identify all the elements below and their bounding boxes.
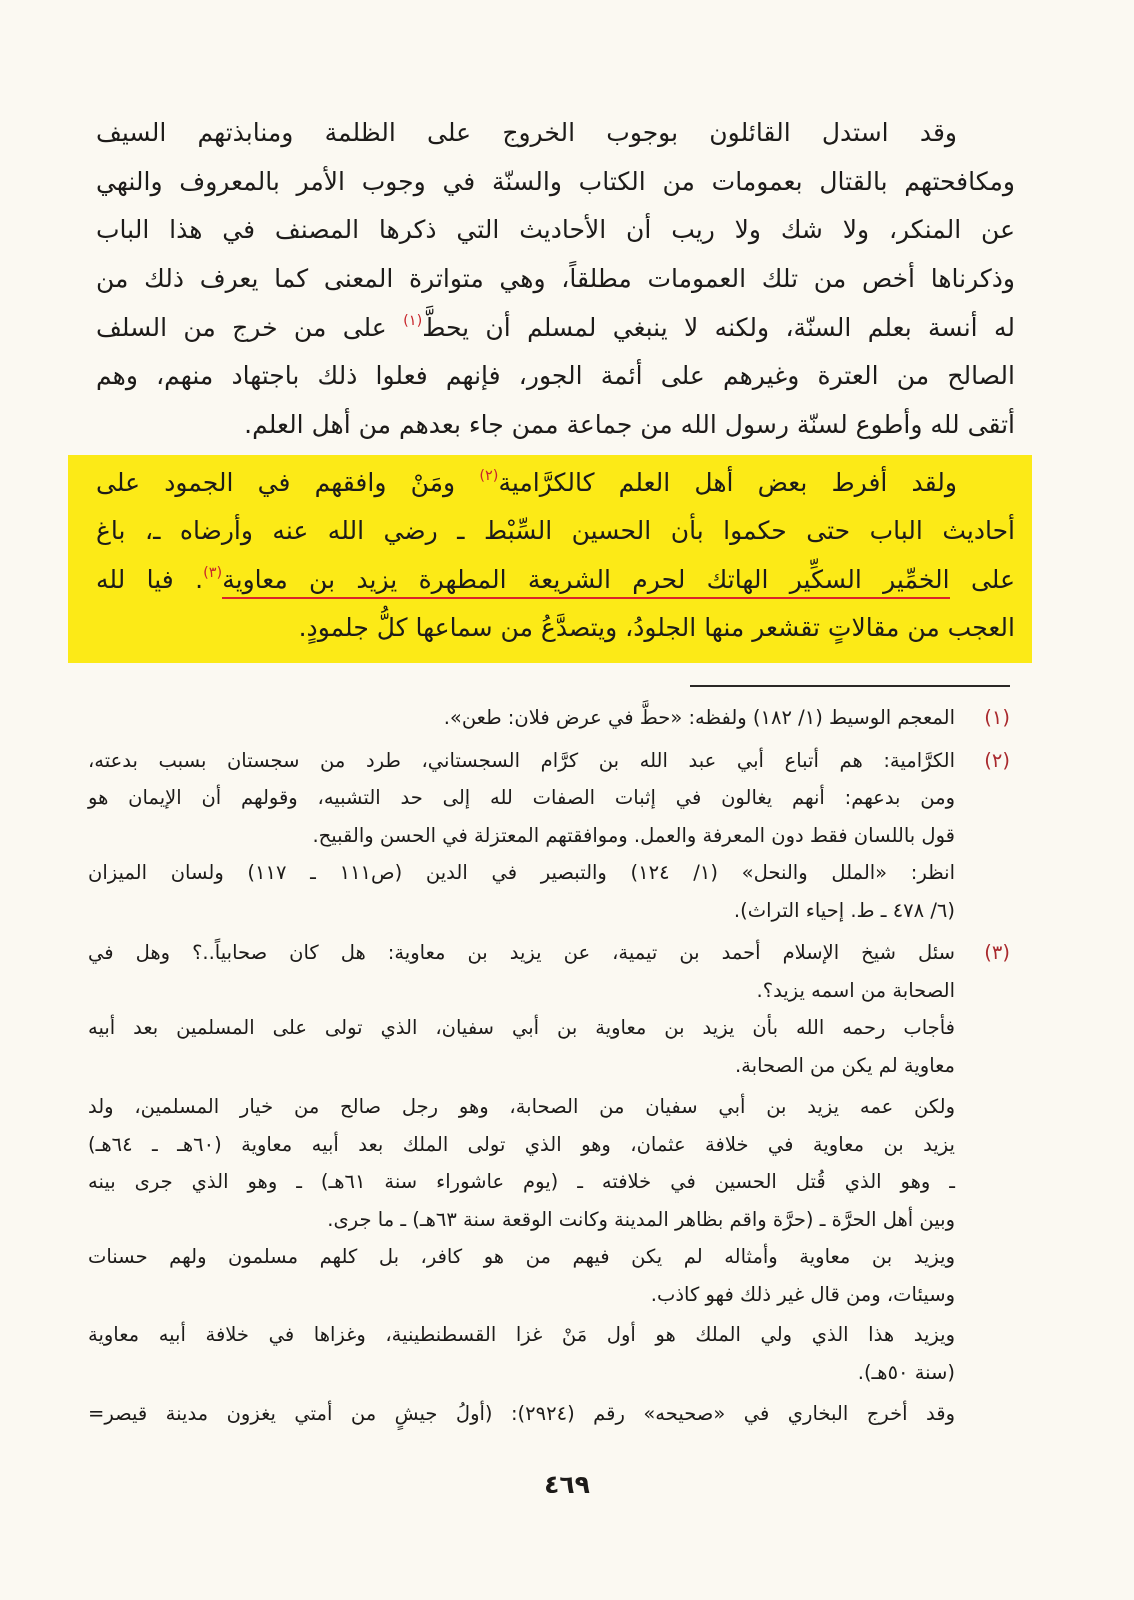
body-line: عن المنكر، ولا شك ولا ريب أن الأحاديث التي ذكرها المصنف في هذا الباب <box>96 215 1015 245</box>
footnote-number: (٢) <box>984 748 1010 772</box>
footnote-ref-2: (٢) <box>479 468 499 485</box>
body-text: على <box>949 564 1015 594</box>
body-line: أحاديث الباب حتى حكموا بأن الحسين السِّبْط ـ رضي الله عنه وأرضاه ـ، باغ <box>96 516 1015 546</box>
body-text: ومَنْ وافقهم في الجمود على <box>96 468 480 497</box>
footnote-paragraph <box>88 1395 955 1433</box>
footnote-line: ويزيد بن معاوية وأمثاله لم يكن فيهم من هو كافر، بل كلهم مسلمون ولهم حسنات <box>88 1245 955 1268</box>
body-line <box>96 556 1015 604</box>
body-line: وذكرناها أخص من تلك العمومات مطلقاً، وهي متواترة المعنى كما يعرف ذلك من <box>96 264 1015 294</box>
footnote-paragraph <box>88 1238 955 1313</box>
red-underlined-text: الخمِّير السكِّير الهاتك لحرم الشريعة المطهرة يزيد بن معاوية <box>222 565 949 599</box>
footnote-line: الصحابة من اسمه يزيد؟. <box>756 978 955 1002</box>
footnote-divider <box>690 685 1010 687</box>
body-line <box>96 459 1015 507</box>
footnote-line: وقد أخرج البخاري في «صحيحه» رقم (٢٩٢٤): (أولُ جيشٍ من أمتي يغزون مدينة قيصر= <box>88 1402 955 1425</box>
footnote-paragraph <box>88 1316 955 1391</box>
page-number: ٤٦٩ <box>544 1470 590 1499</box>
body-line: العجب من مقالاتٍ تقشعر منها الجلودُ، ويتصدَّعُ من سماعها كلُّ جلمودٍ. <box>298 612 1015 642</box>
body-line: ومكافحتهم بالقتال بعمومات من الكتاب والسنّة في وجوب الأمر بالمعروف والنهي <box>96 166 1015 196</box>
footnote-line: ولكن عمه يزيد بن أبي سفيان من الصحابة، وهو رجل صالح من خيار المسلمين، ولد <box>88 1095 955 1118</box>
body-text: . فيا لله <box>96 564 204 594</box>
body-paragraph-1 <box>96 109 1015 450</box>
footnote-paragraph <box>88 934 955 1009</box>
body-line: الصالح من العترة وغيرهم على أئمة الجور، فإنهم فعلوا ذلك باجتهاد منهم، وهم <box>96 361 1015 391</box>
footnote-paragraph <box>88 1088 955 1238</box>
footnote-1 <box>88 699 1010 737</box>
body-line: أتقى لله وأطوع لسنّة رسول الله من جماعة ممن جاء بعدهم من أهل العلم. <box>244 410 1015 440</box>
footnote-line: (٦/ ٤٧٨ ـ ط. إحياء التراث). <box>733 898 955 922</box>
footnote-number: (٣) <box>984 941 1010 964</box>
footnote-paragraph <box>88 742 955 855</box>
footnote-paragraph <box>88 854 955 929</box>
footnote-ref-1: (١) <box>403 312 423 329</box>
footnote-line: وسيئات، ومن قال غير ذلك فهو كاذب. <box>650 1282 955 1306</box>
footnote-line: ـ وهو الذي قُتل الحسين في خلافته ـ (يوم عاشوراء سنة ٦١هـ) ـ وهو الذي جرى بينه <box>88 1170 955 1193</box>
footnote-paragraph <box>88 699 955 737</box>
footnote-3 <box>88 934 1010 1433</box>
footnote-line: معاوية لم يكن من الصحابة. <box>734 1053 955 1077</box>
footnote-line: يزيد بن معاوية في خلافة عثمان، وهو الذي تولى الملك بعد أبيه معاوية (٦٠هـ ـ ٦٤هـ) <box>88 1132 955 1156</box>
body-line <box>96 304 1015 353</box>
footnote-text <box>88 699 955 737</box>
footnote-line: وبين أهل الحرَّة ـ (حرَّة واقم بظاهر المدينة وكانت الوقعة سنة ٦٣هـ) ـ ما جرى. <box>327 1207 955 1231</box>
footnote-paragraph <box>88 1009 955 1084</box>
footnote-line: سئل شيخ الإسلام أحمد بن تيمية، عن يزيد بن معاوية: هل كان صحابياً..؟ وهل في <box>88 941 955 964</box>
footnote-line: ومن بدعهم: أنهم يغالون في إثبات الصفات لله إلى حد التشبيه، وقولهم أن الإيمان هو <box>88 786 955 809</box>
body-text: على من خرج من السلف <box>96 312 404 342</box>
footnote-line: (سنة ٥٠هـ). <box>857 1360 955 1384</box>
footnote-line: فأجاب رحمه الله بأن يزيد بن معاوية بن أبي سفيان، الذي تولى على المسلمين بعد أبيه <box>88 1016 955 1039</box>
footnote-number: (١) <box>984 706 1010 729</box>
footnote-line: ويزيد هذا الذي ولي الملك هو أول مَنْ غزا القسطنطينية، وغزاها في خلافة أبيه معاوية <box>88 1323 955 1346</box>
body-line: وقد استدل القائلون بوجوب الخروج على الظلمة ومنابذتهم السيف <box>96 118 957 147</box>
footnote-2 <box>88 742 1010 930</box>
footnote-line: المعجم الوسيط (١/ ١٨٢) ولفظه: «حطَّ في عرض فلان: طعن». <box>443 706 955 729</box>
body-text: له أنسة بعلم السنّة، ولكنه لا ينبغي لمسلم أن يحطَّ <box>422 312 1015 342</box>
footnote-text <box>88 934 955 1433</box>
body-paragraph-2-highlighted <box>96 459 1015 652</box>
footnote-line: الكرَّامية: هم أتباع أبي عبد الله بن كرَّام السجستاني، طرد من سجستان بسبب بدعته، <box>88 748 955 772</box>
body-text: ولقد أفرط بعض أهل العلم كالكرَّامية <box>498 468 957 497</box>
footnote-line: قول باللسان فقط دون المعرفة والعمل. وموافقتهم المعتزلة في الحسن والقبيح. <box>312 823 955 847</box>
footnotes <box>88 699 1010 1433</box>
footnote-line: انظر: «الملل والنحل» (١/ ١٢٤) والتبصير في الدين (ص١١١ ـ ١١٧) ولسان الميزان <box>88 861 955 884</box>
footnote-text <box>88 742 955 930</box>
footnote-ref-3: (٣) <box>203 564 223 581</box>
